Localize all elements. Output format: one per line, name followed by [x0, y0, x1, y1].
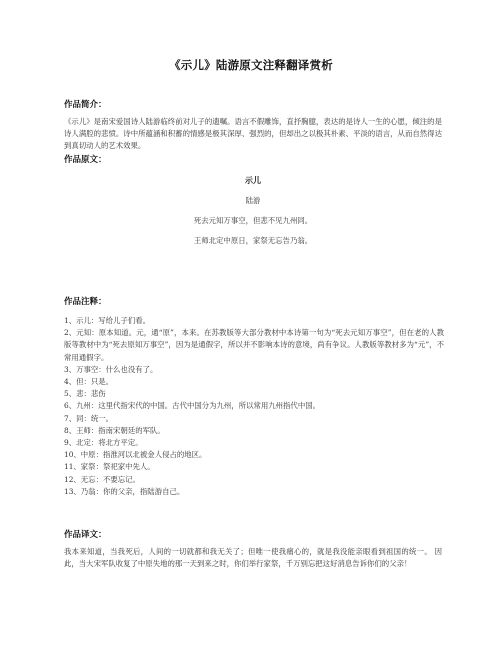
- intro-paragraph: 《示儿》是南宋爱国诗人陆游临终前对儿子的遗嘱。语言不假雕饰，直抒胸臆，表达的是诗人一生的心愿，倾注的是诗人满腔的悲愤。诗中所蕴涵和积蓄的情感是极其深厚、强烈的，但却出之以极其朴素、平淡的语言，从而自然得达到真切动人的艺术效果。: [64, 117, 442, 151]
- poem-title: 示儿: [245, 176, 261, 185]
- note-item: 13、乃翁：你的父亲，指陆游自己。: [64, 486, 185, 496]
- note-item: 8、王师：指南宋朝廷的军队。: [64, 425, 165, 435]
- note-item: 2、元知：原本知道。元，通“原”，本来。在苏教版等大部分教材中本诗第一句为“死去元知万事空”，但在老的人教版等教材中为“死去原知万事空”，因为是通假字，所以并不影响本诗的意境，尚有争议。人教版等教材多为“元”，不常用通假字。: [64, 328, 444, 362]
- poem-author: 陆游: [245, 196, 261, 205]
- original-heading: 作品原文：: [64, 155, 107, 165]
- translation-heading: 作品译文：: [64, 530, 107, 540]
- note-item: 11、家祭：祭祀家中先人。: [64, 462, 155, 472]
- note-item: 1、示儿：写给儿子们看。: [64, 316, 151, 325]
- note-item: 7、同：统一。: [64, 413, 114, 423]
- note-item: 10、中原：指淮河以北被金人侵占的地区。: [64, 450, 207, 460]
- intro-heading: 作品简介：: [64, 100, 107, 110]
- note-item: 4、但：只是。: [64, 377, 114, 387]
- note-item: 5、悲：悲伤: [64, 389, 106, 399]
- notes-heading: 作品注释：: [64, 297, 107, 307]
- note-item: 12、无忘：不要忘记。: [64, 474, 140, 484]
- poem-line-2: 王师北定中原日，家祭无忘告乃翁。: [193, 236, 313, 245]
- document-title: 《示儿》陆游原文注释翻译赏析: [169, 58, 333, 72]
- note-item: 6、九州：这里代指宋代的中国。古代中国分为九州，所以常用九州指代中国。: [64, 401, 320, 411]
- poem-line-1: 死去元知万事空，但悲不见九州同。: [193, 216, 313, 225]
- translation-paragraph: 我本来知道，当我死后，人间的一切就都和我无关了；但唯一使我痛心的，就是我没能亲眼看到祖国的统一。 因此，当大宋军队收复了中原失地的那一天到来之时，你们举行家祭，千万别忘把这好消息告诉你们的父亲！: [64, 547, 442, 569]
- note-item: 9、北定：将北方平定。: [64, 438, 143, 448]
- note-item: 3、万事空：什么也没有了。: [64, 364, 158, 374]
- notes-list: [64, 315, 444, 498]
